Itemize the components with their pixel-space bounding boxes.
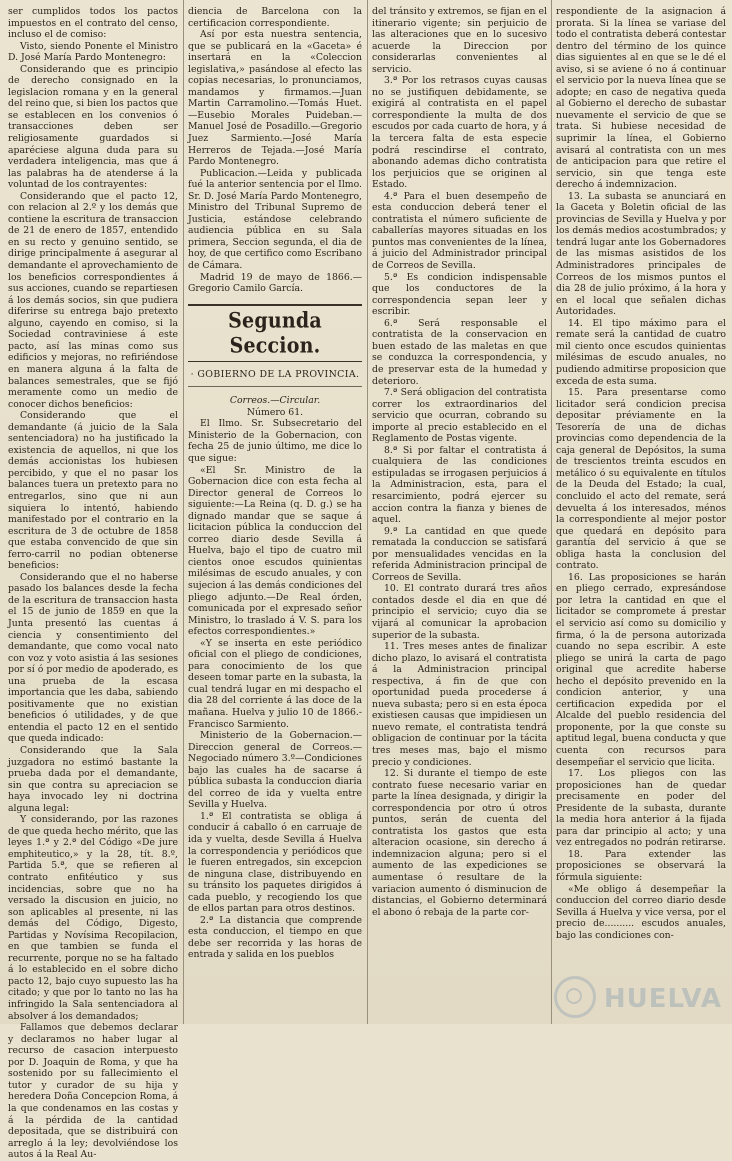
government-heading: · GOBIERNO DE LA PROVINCIA. xyxy=(188,369,362,388)
section-header xyxy=(188,304,362,362)
paragraph: Considerando que el pacto 12, con relacion al 2.º y los demás que contiene la escritura de transaccion de 21 de enero de 1857, entendido en su recto y genuino sentido, se dirige principalmente á asegurar al demandante el aprovechamiento de los beneficios correspondientes á sus acciones, cuando se repartiesen á los demás socios, sin que pudiera diferirse su entrega bajo pretexto alguno, cayendo en comiso, si la Sociedad contraviniese á este pacto, así las minas como sus edificios y mejoras, no refiriéndose en manera alguna á la falta de balances semestrales, que se fijó meramente como un medio de conocer dichos beneficios: xyxy=(8,190,178,410)
paragraph: Considerando que la Sala juzgadora no estimó bastante la prueba dada por el demandante, sin que contra su apreciacion se haya invocado ley ni doctrina alguna legal: xyxy=(8,745,178,814)
paragraph: Considerando que el demandante (á juicio de la Sala sentenciadora) no ha justificado la existencia de aquellos, ni que los demás accionistas los hubiesen percibido, y que el no pasar los balances tuera un pretexto para no entregarlos, sino que ni aun siquiera lo intentó, habiendo manifestado por el contrario en la escritura de 3 de octubre de 1858 que estaba convencido de que sin ferro-carril no podian obtenerse beneficios: xyxy=(8,410,178,572)
paragraph: 11. Tres meses antes de finalizar dicho plazo, lo avisará el contratista á la Administracion principal respectiva, á fin de que con oportunidad pueda procederse á nueva subasta; pero si en esta época existiesen causas que impidiesen un nuevo remate, el contratista tendrá obligacion de continuar por la tácita tres meses mas, bajo el mismo precio y condiciones. xyxy=(372,641,547,768)
paragraph: Así por esta nuestra sentencia, que se publicará en la «Gaceta» é insertará en la «Coleccion legislativa,» pasándose al efecto las copias necesarias, lo pronunciamos, mandamos y firmamos.—Juan Martin Carramolino.—Tomás Huet.—Eusebio Morales Puideban.—Manuel José de Posadillo.—Gregorio Juez Sarmiento.—José María Herreros de Tejada.—José María Pardo Montenegro. xyxy=(188,29,362,168)
paragraph: 12. Si durante el tiempo de este contrato fuese necesario variar en parte la línea designada, y dirigir la correspondencia por otro ú otros puntos, serán de cuenta del contratista los gastos que esta alteracion ocasione, sin derecho á indemnizacion alguna; pero si el aumento de las expediciones se aumentase ó resultare de la variacion aumento ó disminucion de distancias, el Gobierno determinará el abono ó rebaja de la parte cor- xyxy=(372,768,547,918)
paragraph: El Ilmo. Sr. Subsecretario del Ministerio de la Gobernacion, con fecha 25 de junio último, me dice lo que sigue: xyxy=(188,418,362,464)
paragraph: 13. La subasta se anunciará en la Gaceta y Boletin oficial de las provincias de Sevilla y Huelva y por los demás medios acostumbrados; y tendrá lugar ante los Gobernadores de las mismas asistidos de los Administradores principales de Correos de los mismos puntos el dia 28 de julio próximo, á la hora y en el local que señalen dichas Autoridades. xyxy=(556,190,726,318)
paragraph: «Me obligo á desempeñar la conduccion del correo diario desde Sevilla á Huelva y vice versa, por el precio de.......... escudos anuales, bajo las condiciones con- xyxy=(556,883,726,941)
watermark-logo-icon xyxy=(554,976,596,1018)
date-signature: Madrid 19 de mayo de 1866.—Gregorio Camilo García. xyxy=(188,271,362,295)
column-1 xyxy=(8,6,178,1161)
paragraph: Fallamos que debemos declarar y declaramos no haber lugar al recurso de casacion interpuesto por D. Joaquin de Roma, y que ha sostenido por su fallecimiento el tutor y curador de su hija y heredera Doña Concepcion Roma, á la que condenamos en las costas y á la pérdida de la cantidad depositada, que se distribuirá con arreglo á la ley; devolviéndose los autos á la Real Au- xyxy=(8,1022,178,1161)
circular-number: Número 61. xyxy=(246,406,304,418)
column-rule xyxy=(551,0,552,1024)
paragraph: 17. Los pliegos con las proposiciones han de quedar precisamente en poder del Presidente de la subasta, durante la media hora anterior á la fijada para dar principio al acto; y una vez entregados no podrán retirarse. xyxy=(556,768,726,849)
paragraph: 10. El contrato durará tres años contados desde el dia en que dé principio el servicio; cuyo dia se vijará al comunicar la aprobacion superior de la subasta. xyxy=(372,583,547,641)
paragraph: 9.ª La cantidad en que quede rematada la conduccion se satisfará por mensualidades vencidas en la referida Administracion principal de Correos de Sevilla. xyxy=(372,525,547,583)
paragraph: 6.ª Será responsable el contratista de la conservacion en buen estado de las maletas en que se conduzca la correspondencia, y de preservar esta de la humedad y deterioro. xyxy=(372,317,547,387)
circular-heading: Correos.—Circular. xyxy=(229,395,321,407)
column-3 xyxy=(372,6,547,1020)
paragraph: 8.ª Si por faltar el contratista á cualquiera de las condiciones estipuladas se irrogasen perjuicios á la Administracion, esta, para el resarcimiento, podrá ejercer su accion contra la fianza y bienes de aquel. xyxy=(372,444,547,526)
paragraph: Publicacion.—Leida y publicada fué la anterior sentencia por el Ilmo. Sr. D. José María Pardo Montenegro, Ministro del Tribunal Supremo de Justicia, estándose celebrando audiencia pública en su Sala primera, Seccion segunda, el dia de hoy, de que certifico como Escribano de Cámara. xyxy=(188,167,362,272)
paragraph: «El Sr. Ministro de la Gobernacion dice con esta fecha al Director general de Correos lo siguiente:—La Reina (q. D. g.) se ha dignado mandar que se saque á licitacion pública la conduccion del correo diario desde Sevilla á Huelva, bajo el tipo de cuatro mil cientos onoe escudos quinientas milésimas de escudo anuales, y con sujecion á las demás condiciones del pliego adjunto.—De Real órden, comunicada por el expresado señor Ministro, lo traslado á V. S. para los efectos correspondientes.» xyxy=(188,464,362,638)
paragraph: 2.ª La distancia que comprende esta conduccion, el tiempo en que debe ser recorrida y las horas de entrada y salida en los pueblos xyxy=(188,914,362,961)
paragraph: 3.ª Por los retrasos cuyas causas no se justifiquen debidamente, se exigirá al contratista en el papel correspondiente la multa de dos escudos por cada cuarto de hora, y á la tercera falta de esta especie podrá rescindirse el contrato, abonando ademas dicho contratista los perjuicios que se originen al Estado. xyxy=(372,75,547,191)
paragraph: 16. Las proposiciones se harán en pliego cerrado, expresándose por letra la cantidad en que el licitador se compromete á prestar el servicio así como su domicilio y firma, ó la de persona autorizada cuando no sepa escribir. A este pliego se unirá la carta de pago original que acredite haberse hecho el depósito prevenido en la condicion anterior, y una certificacion expedida por el Alcalde del pueblo residencia del proponente, por la que conste su aptitud legal, buena conducta y que cuenta con recursos para desempeñar el servicio que licita. xyxy=(556,571,726,768)
paragraph: respondiente de la asignacion á prorata. Si la línea se variase del todo el contratista deberá contestar dentro del término de los quince dias siguientes al en que se le dé el aviso, si se aviene ó no á continuar el servicio por la nueva línea que se adopte; en caso de negativa queda al Gobierno el derecho de subastar nuevamente el servicio de que se trata. Si hubiese necesidad de suprimir la línea, el Gobierno avisará al contratista con un mes de anticipacion para que retire el servicio, sin que tenga este derecho á indemnizacion. xyxy=(556,6,726,191)
column-rule xyxy=(183,0,184,1024)
paragraph: 14. El tipo máximo para el remate será la cantidad de cuatro mil ciento once escudos quinientas milésimas de escudo anuales, no pudiendo admitirse proposicion que exceda de esta suma. xyxy=(556,317,726,387)
paragraph: Considerando que es principio de derecho consignado en la legislacion romana y en la general del reino que, si bien los pactos que se establecen en los convenios ó transacciones deben ser religiosamente guardados si aparéciese alguna duda para su verdadera inteligencia, mas que á las palabras ha de atenderse á la voluntad de los contrayentes: xyxy=(8,63,178,191)
paragraph: «Y se inserta en este periódico oficial con el pliego de condiciones, para conocimiento de los que deseen tomar parte en la subasta, la cual tendrá lugar en mi despacho el dia 28 del corriente á las doce de la mañana. Huelva y julio 10 de 1866.-Francisco Sarmiento. xyxy=(188,637,362,730)
paragraph: 18. Para extender las proposiciones se observará la fórmula siguiente: xyxy=(556,848,726,884)
government-heading-text: GOBIERNO DE LA PROVINCIA. xyxy=(197,368,360,380)
paragraph: 4.ª Para el buen desempeño de esta conduccion deberá tener el contratista el número suficiente de caballerías mayores situadas en los puntos mas convenientes de la línea, á juicio del Administrador principal de Correos de Sevilla. xyxy=(372,190,547,272)
paragraph: diencia de Barcelona con la certificacion correspondiente. xyxy=(188,6,362,29)
column-rule xyxy=(367,0,368,1024)
paragraph: Visto, siendo Ponente el Ministro D. José María Pardo Montenegro: xyxy=(8,40,178,64)
paragraph: 5.ª Es condicion indispensable que los conductores de la correspondencia sepan leer y escribir. xyxy=(372,271,547,318)
watermark: HUELVA xyxy=(603,984,722,1014)
column-2 xyxy=(188,6,362,1020)
paragraph: 7.ª Será obligacion del contratista correr los extraordinarios del servicio que ocurran, cobrando su importe al precio establecido en el Reglamento de Postas vigente. xyxy=(372,387,547,445)
paragraph: Y considerando, por las razones de que queda hecho mérito, que las leyes 1.ª y 2.ª del Código «De jure emphiteutico,» y la 28, tít. 8.º, Partida 5.ª, que se refieren al contrato enfitéutico y sus incidencias, sobre que no ha versado la discusion en juicio, no son aplicables al presente, ni las demás del Código, Digesto, Partidas y Novísima Recopilacion, en que tambien se funda el recurrente, porque no se ha faltado á lo establecido en el sobre dicho pacto 12, bajo cuyo supuesto las ha citado; y que por lo tanto no las ha infringido la Sala sentenciadora al absolver á los demandados; xyxy=(8,814,178,1022)
paragraph: Ministerio de la Gobernacion.—Direccion general de Correos.—Negociado número 3.º—Condiciones bajo las cuales ha de sacarse á pública subasta la conduccion diaria del correo de ida y vuelta entre Sevilla y Huelva. xyxy=(188,730,362,811)
paragraph: Considerando que el no haberse pasado los balances desde la fecha de la escritura de transaccion hasta el 15 de junio de 1859 en que la Junta presentó las cuentas á ciencia y consentimiento del demandante, que como vocal nato con voz y voto asistia á las sesiones por sí ó por medio de apoderado, es una prueba de la escasa importancia que les daba, sabiendo positivamente que no existian beneficios ó utilidades, y de que entendia el pacto 12 en el sentido que queda indicado: xyxy=(8,571,178,745)
paragraph: 1.ª El contratista se obliga á conducir á caballo ó en carruaje de ida y vuelta, desde Sevilla á Huelva la correspondencia y periódicos que le fueren entregados, sin excepcion de ninguna clase, distribuyendo en su tránsito los paquetes dirigidos á cada pueblo, y recogiendo los que de ellos partan para otros destinos. xyxy=(188,810,362,915)
paragraph: ser cumplidos todos los pactos impuestos en el contrato del censo, incluso el de comiso: xyxy=(8,6,178,41)
column-4 xyxy=(556,6,726,1020)
paragraph: del tránsito y extremos, se fijan en el itinerario vigente; sin perjuicio de las alteraciones que en lo sucesivo acuerde la Direccion por considerarlas convenientes al servicio. xyxy=(372,6,547,75)
section-title: Segunda Seccion. xyxy=(228,307,322,358)
paragraph: 15. Para presentarse como licitador será condicion precisa depositar préviamente en la Tesorería de una de dichas provincias como dependencia de la caja general de Depósitos, la suma de trescientos treinta escudos en metálico ó su equivalente en títulos de la Deuda del Estado; la cual, concluido el acto del remate, será devuelta á los interesados, ménos la correspondiente al mejor postor que quedará en depósito para garantía del servicio á que se obliga hasta la conclusion del contrato. xyxy=(556,387,726,572)
